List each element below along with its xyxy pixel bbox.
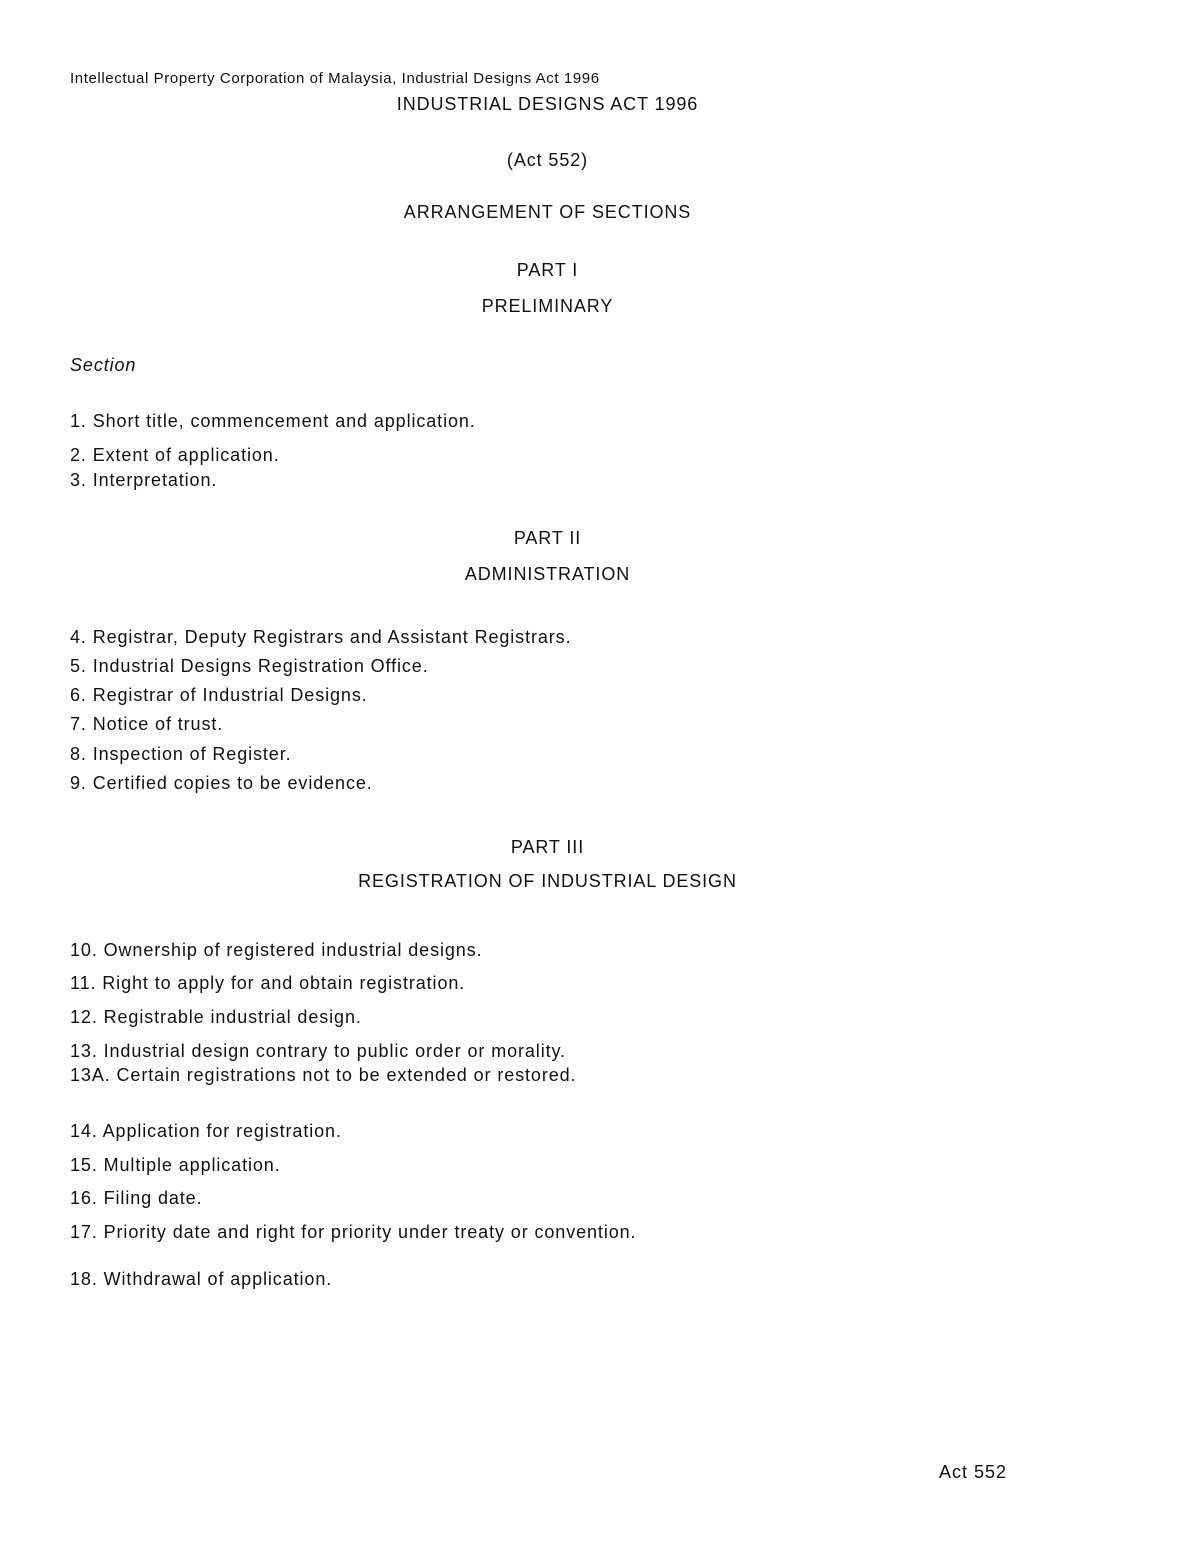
section-item: 1. Short title, commencement and application. [70,411,476,431]
act-number: (Act 552) [506,150,589,170]
page-footer: Act 552 [939,1462,1008,1482]
section-item: 4. Registrar, Deputy Registrars and Assistant Registrars. [70,627,572,647]
act-title: INDUSTRIAL DESIGNS ACT 1996 [396,94,699,114]
section-item: 18. Withdrawal of application. [70,1269,333,1289]
part-1-number: PART I [516,260,579,280]
section-item: 17. Priority date and right for priority under treaty or convention. [70,1222,637,1242]
section-item: 6. Registrar of Industrial Designs. [70,685,368,705]
section-item: 9. Certified copies to be evidence. [70,773,373,793]
section-item: 7. Notice of trust. [70,714,224,734]
section-item: 16. Filing date. [70,1188,203,1208]
running-header: Intellectual Property Corporation of Malaysia, Industrial Designs Act 1996 [70,70,600,87]
section-item: 13. Industrial design contrary to public order or morality. [70,1041,566,1061]
section-label: Section [70,355,137,375]
part-3-name: REGISTRATION OF INDUSTRIAL DESIGN [358,871,737,891]
section-item: 11. Right to apply for and obtain registration. [70,973,466,993]
arrangement-heading: ARRANGEMENT OF SECTIONS [403,202,692,222]
part-2-name: ADMINISTRATION [464,564,631,584]
section-item: 2. Extent of application. [70,445,280,465]
section-item: 13A. Certain registrations not to be extended or restored. [70,1065,577,1085]
section-item: 5. Industrial Designs Registration Office. [70,656,429,676]
part-3-number: PART III [510,837,585,857]
part-1-name: PRELIMINARY [481,296,614,316]
section-item: 10. Ownership of registered industrial designs. [70,940,483,960]
section-item: 12. Registrable industrial design. [70,1007,362,1027]
section-item: 15. Multiple application. [70,1155,281,1175]
section-item: 8. Inspection of Register. [70,744,292,764]
section-item: 14. Application for registration. [70,1121,342,1141]
part-2-number: PART II [513,528,582,548]
section-item: 3. Interpretation. [70,470,218,490]
